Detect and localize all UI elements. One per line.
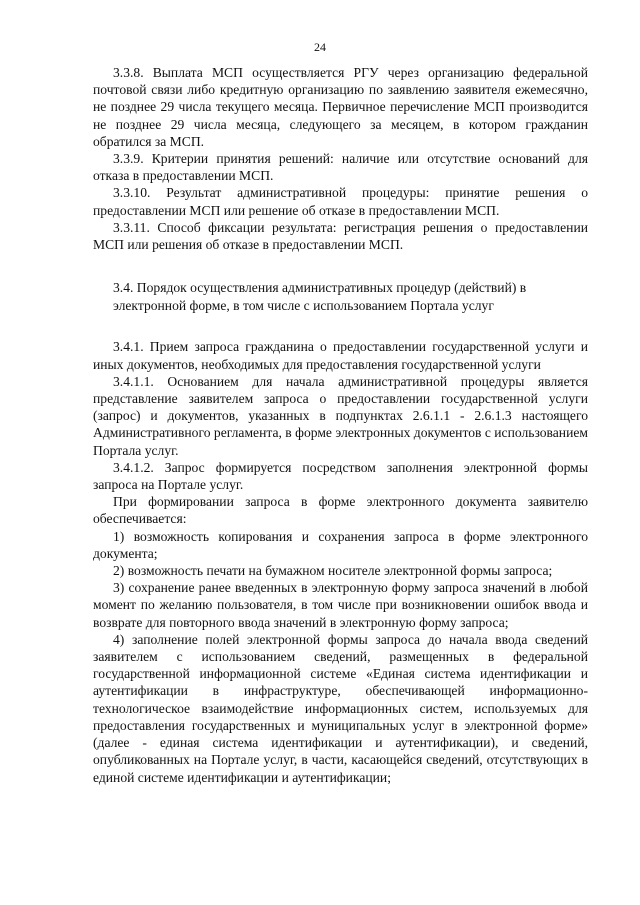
page-number: 24 (314, 40, 326, 54)
paragraph-request-intro: При формировании запроса в форме электронного документа заявителю обеспечивается: (93, 494, 588, 527)
list-item-4: 4) заполнение полей электронной формы запроса до начала ввода сведений заявителем с использованием сведений, размещенных в федеральной государственной информационной системе «Единая система идентификации и аутентификации в инфраструктуре, обеспечивающей информационно-технологическое взаимодействие информационных систем, используемых для предоставления государственных и муниципальных услуг в электронной форме» (далее - единая система идентификации и аутентификации), и сведений, опубликованных на Портале услуг, в части, касающейся сведений, отсутствующих в единой системе идентификации и аутентификации; (93, 631, 588, 785)
paragraph-3-3-8: 3.3.8. Выплата МСП осуществляется РГУ через организацию федеральной почтовой связи либо кредитную организацию по заявлению заявителя ежемесячно, не позднее 29 числа текущего месяца. Первичное перечисление МСП производится не позднее 29 числа месяца, следующего за месяцем, в котором гражданин обратился за МСП. (93, 65, 588, 149)
list-item-3: 3) сохранение ранее введенных в электронную форму запроса значений в любой момент по желанию пользователя, в том числе при возникновении ошибок ввода и возврате для повторного ввода значений в электронную форму запроса; (93, 580, 588, 630)
list-item-2: 2) возможность печати на бумажном носителе электронной формы запроса; (113, 563, 553, 579)
list-item-1: 1) возможность копирования и сохранения запроса в форме электронного документа; (93, 528, 588, 561)
paragraph-3-4-1-2: 3.4.1.2. Запрос формируется посредством заполнения электронной формы запроса на Портале услуг. (93, 459, 588, 493)
document-body (93, 64, 588, 786)
paragraph-3-4-1-1: 3.4.1.1. Основанием для начала административной процедуры является представление заявителем запроса о предоставлении государственной услуги (запрос) и документов, указанных в подпунктах 2.6.1.1 - 2.6.1.3 настоящего Административного регламента, в форме электронных документов с использованием Портала услуг. (93, 373, 588, 458)
paragraph-3-3-9: 3.3.9. Критерии принятия решений: наличие или отсутствие оснований для отказа в предоставлении МСП. (93, 151, 588, 184)
paragraph-3-3-11: 3.3.11. Способ фиксации результата: регистрация решения о предоставлении МСП или решения об отказе в предоставлении МСП. (93, 219, 588, 253)
paragraph-3-3-10: 3.3.10. Результат административной процедуры: принятие решения о предоставлении МСП или решение об отказе в предоставлении МСП. (93, 185, 588, 218)
section-title-3-4: 3.4. Порядок осуществления административных процедур (действий) в электронной форме, в том числе с использованием Портала услуг (113, 280, 527, 313)
paragraph-3-4-1: 3.4.1. Прием запроса гражданина о предоставлении государственной услуги и иных документов, необходимых для предоставления государственной услуги (93, 339, 588, 372)
